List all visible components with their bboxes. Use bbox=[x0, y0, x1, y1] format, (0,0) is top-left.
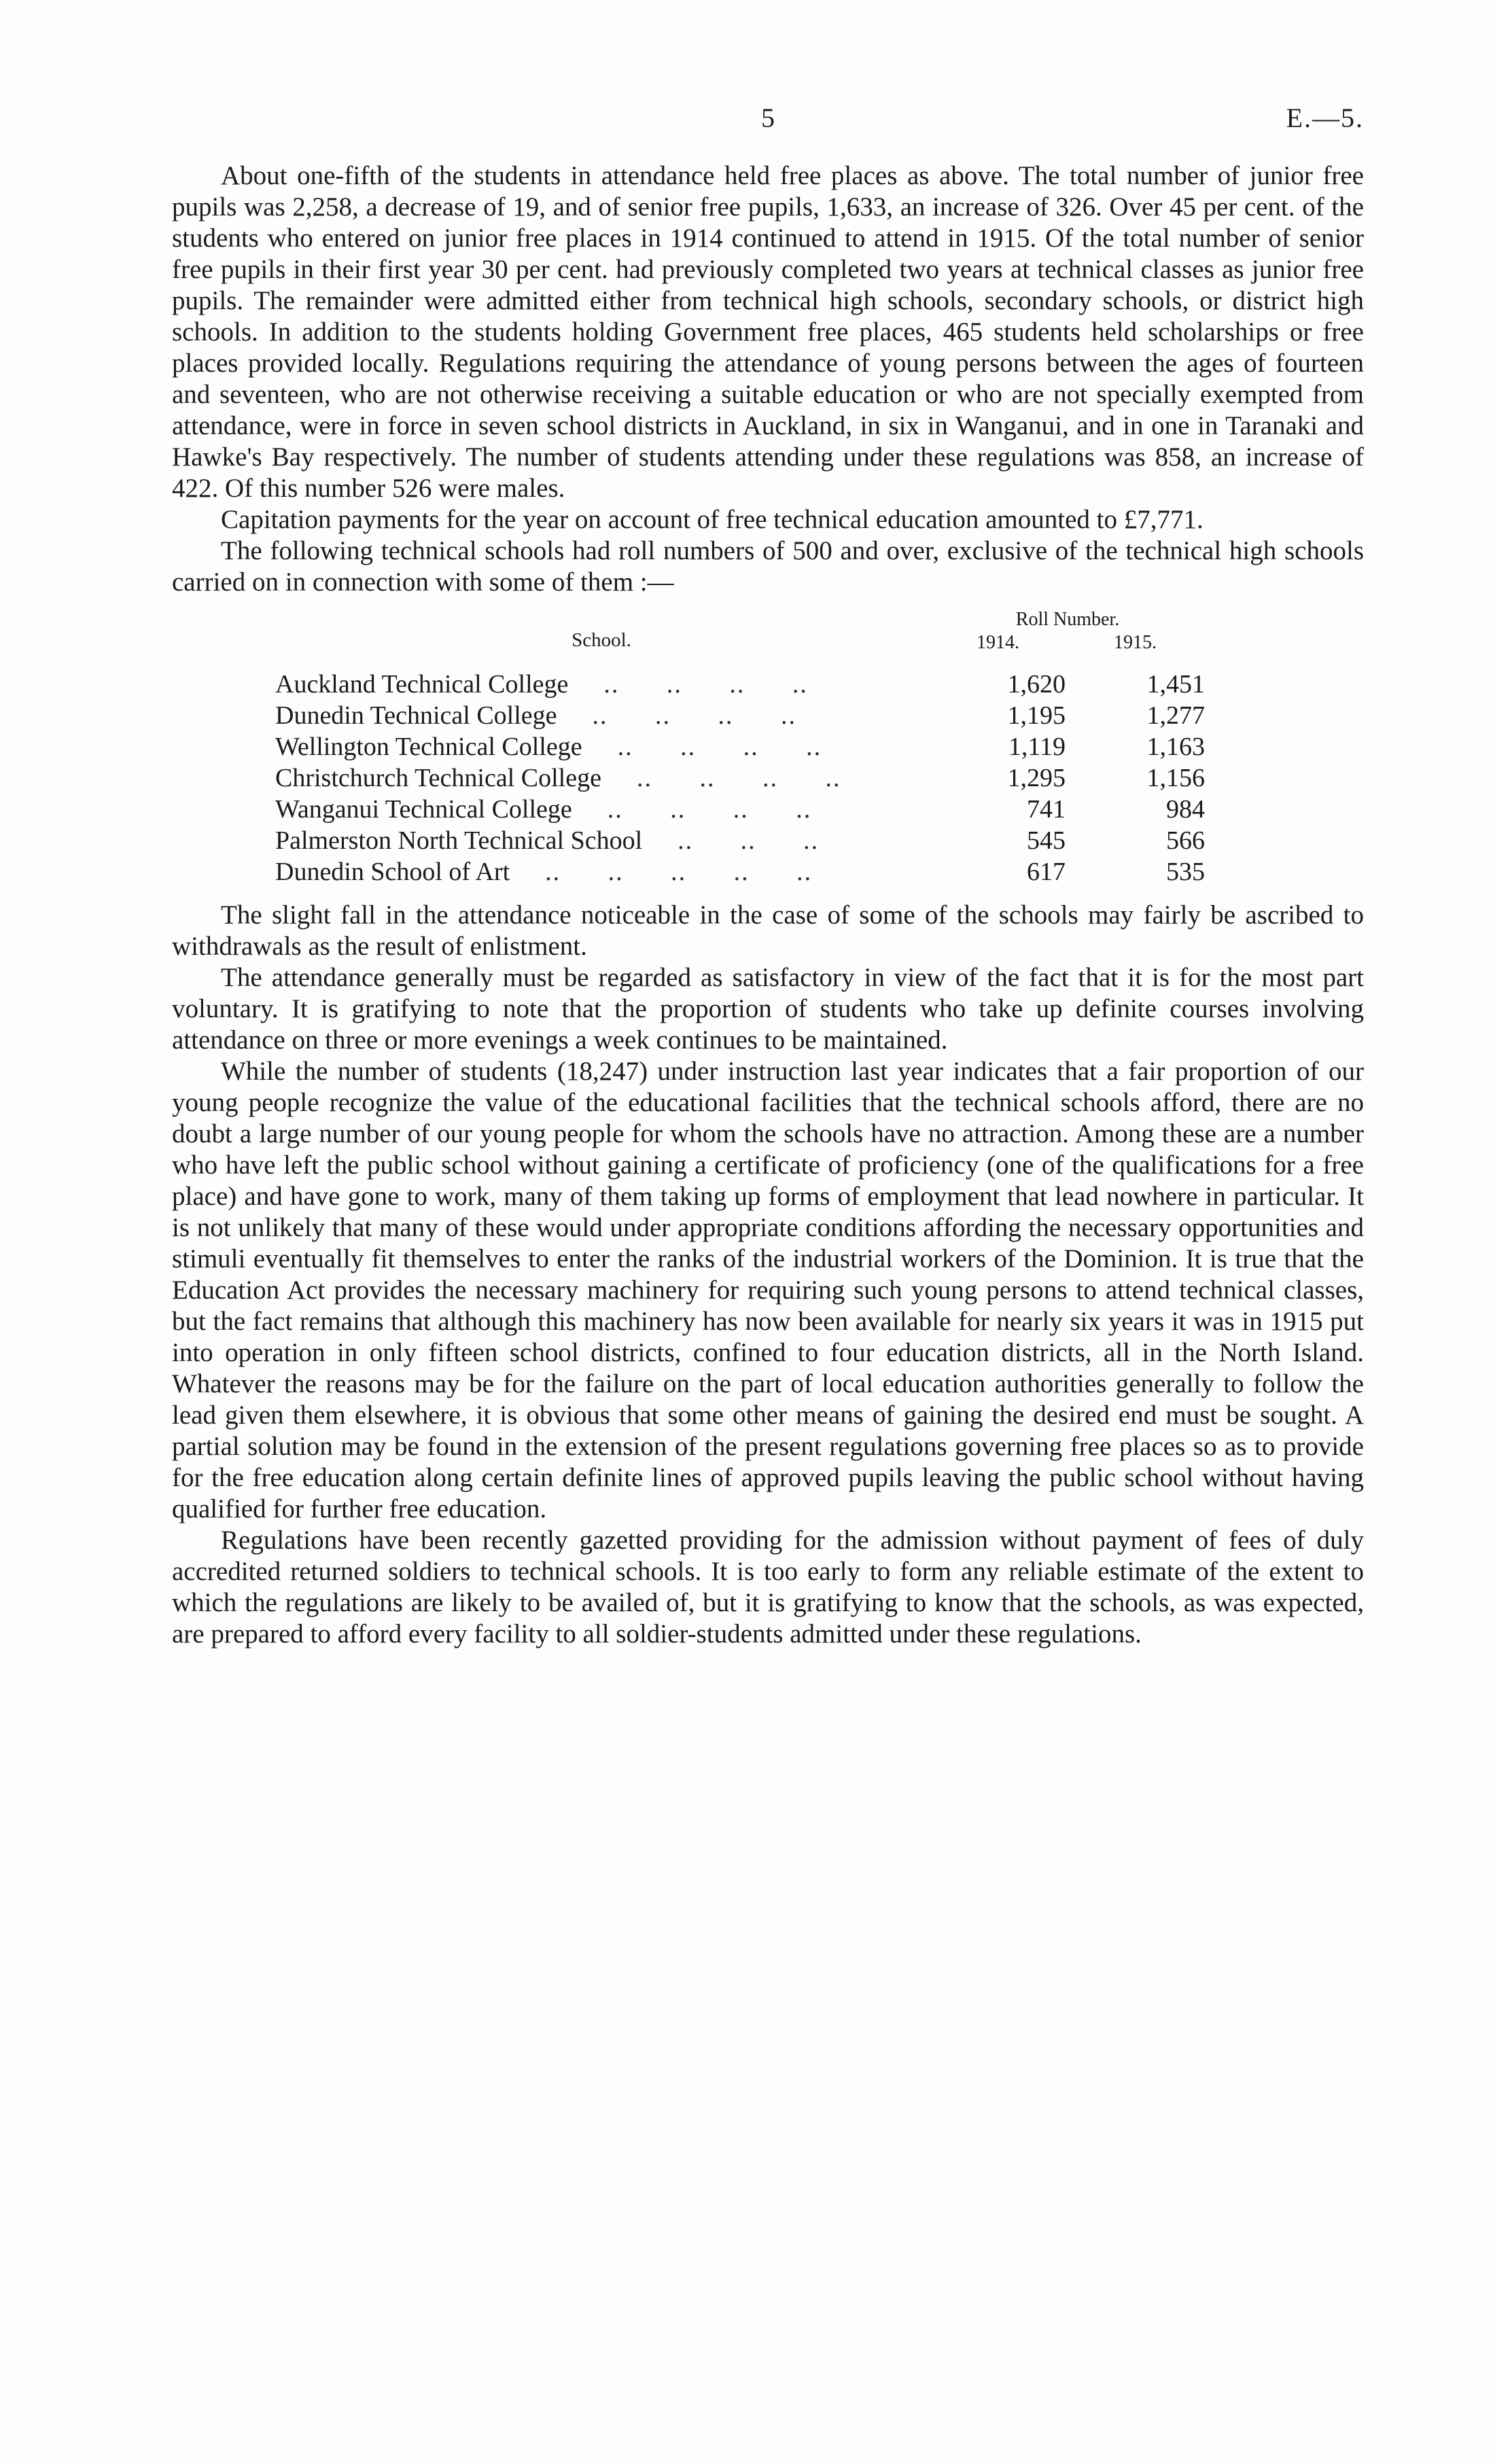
roll-1914-cell: 1,119 bbox=[1008, 733, 1066, 761]
roll-1915-cell: 1,277 bbox=[1146, 701, 1205, 730]
roll-1914-cell: 617 bbox=[1027, 858, 1066, 886]
school-name-cell: Dunedin Technical College bbox=[275, 701, 557, 730]
roll-1914-cell: 1,620 bbox=[1007, 670, 1066, 699]
paragraph-returned-soldiers: Regulations have been recently gazetted providing for the admission without payment of fees of duly accredited returned soldiers to technical schools. It is too early to form any reliable estimate of the extent to which the regulations are likely to be availed of, but it is gratifying to know that the schools, as was expected, are prepared to afford every facility to all soldier-students admitted under these regulations. bbox=[172, 1526, 1364, 1649]
paragraph-attendance-voluntary: The attendance generally must be regarded as satisfactory in view of the fact that it is for the most part voluntary. It is gratifying to note that the proportion of students who take up definite courses involving attendance on three or more evenings a week continues to be maintained. bbox=[172, 963, 1364, 1055]
school-name-cell: Dunedin School of Art bbox=[275, 858, 510, 886]
roll-1914-cell: 1,295 bbox=[1007, 764, 1066, 792]
roll-1914-cell: 1,195 bbox=[1007, 701, 1066, 730]
roll-1915-cell: 1,451 bbox=[1146, 670, 1205, 699]
table-header-1915: 1915. bbox=[1114, 632, 1157, 653]
table-header-years bbox=[930, 632, 1205, 654]
dot-leader: .. .. .. .. bbox=[607, 795, 812, 824]
paragraph-students-under-instruction: While the number of students (18,247) under instruction last year indicates that a fair proportion of our young people recognize the value of the educational facilities that the technical schools afford, there are no doubt a large number of our young people for whom the schools have no attraction. Among these are a number who have left the public school without gaining a certificate of proficiency (one of the qualifications for a free place) and have gone to work, many of them taking up forms of employment that lead nowhere in particular. It is not unlikely that many of these would under appropriate conditions affording the necessary opportunities and stimuli eventually fit themselves to enter the ranks of the industrial workers of the Dominion. It is true that the Education Act provides the necessary machinery for requiring such young persons to attend technical classes, but the fact remains that although this machinery has now been available for nearly six years it was in 1915 put into operation in only fifteen school districts, confined to four education districts, all in the North Island. Whatever the reasons may be for the failure on the part of local education authorities generally to follow the lead given them elsewhere, it is obvious that some other means of gaining the desired end must be sought. A partial solution may be found in the extension of the present regulations governing free places so as to provide for the free education along certain definite lines of approved pupils leaving the public school without having qualified for further free education. bbox=[172, 1057, 1364, 1524]
paragraph-roll-numbers-intro: The following technical schools had roll numbers of 500 and over, exclusive of the technical high schools carried on in connection with some of them :— bbox=[172, 536, 1364, 597]
dot-leader: .. .. .. .. .. bbox=[545, 858, 813, 886]
dot-leader: .. .. .. .. bbox=[617, 733, 822, 761]
roll-1914-cell: 741 bbox=[1027, 795, 1066, 824]
table-row bbox=[275, 762, 1205, 794]
roll-1915-cell: 1,156 bbox=[1146, 764, 1205, 792]
table-row bbox=[275, 794, 1205, 825]
roll-1914-cell: 545 bbox=[1027, 826, 1066, 855]
roll-1915-cell: 535 bbox=[1166, 858, 1205, 886]
paragraph-attendance-fall: The slight fall in the attendance noticeable in the case of some of the schools may fairly be ascribed to withdrawals as the result of enlistment. bbox=[172, 900, 1364, 961]
paragraph-free-places: About one-fifth of the students in attendance held free places as above. The total number of junior free pupils was 2,258, a decrease of 19, and of senior free pupils, 1,633, an increase of 326. Over 45 per cent. of the students who entered on junior free places in 1914 continued to attend in 1915. Of the total number of senior free pupils in their first year 30 per cent. had previously completed two years at technical classes as junior free pupils. The remainder were admitted either from technical high schools, secondary schools, or district high schools. In addition to the students holding Government free places, 465 students held scholarships or free places provided locally. Regulations requiring the attendance of young persons between the ages of fourteen and seventeen, who are not otherwise receiving a suitable education or who are not specially exempted from attendance, were in force in seven school districts in Auckland, in six in Wanganui, and in one in Taranaki and Hawke's Bay respectively. The number of students attending under these regulations was 858, an increase of 422. Of this number 526 were males. bbox=[172, 161, 1364, 503]
school-name-cell: Christchurch Technical College bbox=[275, 764, 601, 792]
roll-1915-cell: 984 bbox=[1166, 795, 1205, 824]
school-name-cell: Wellington Technical College bbox=[275, 733, 582, 761]
roll-number-table bbox=[275, 609, 1205, 887]
table-header-roll-label: Roll Number. bbox=[1015, 609, 1120, 630]
school-name-cell: Wanganui Technical College bbox=[275, 795, 572, 824]
table-row bbox=[275, 731, 1205, 762]
table-header-roll-number bbox=[930, 609, 1205, 654]
roll-1915-cell: 1,163 bbox=[1146, 733, 1205, 761]
roll-1915-cell: 566 bbox=[1166, 826, 1205, 855]
table-row bbox=[275, 669, 1205, 700]
dot-leader: .. .. .. .. bbox=[636, 764, 841, 792]
page-number: 5 bbox=[761, 103, 775, 133]
page-content bbox=[172, 160, 1364, 1650]
document-reference: E.—5. bbox=[1286, 103, 1364, 133]
dot-leader: .. .. .. .. bbox=[592, 701, 797, 730]
table-row bbox=[275, 700, 1205, 731]
table-row bbox=[275, 856, 1205, 887]
dot-leader: .. .. .. bbox=[678, 826, 820, 855]
school-name-cell: Palmerston North Technical School bbox=[275, 826, 643, 855]
school-name-cell: Auckland Technical College bbox=[275, 670, 569, 699]
paragraph-capitation-payments: Capitation payments for the year on account of free technical education amounted to £7,771. bbox=[221, 505, 1204, 534]
table-header-school: School. bbox=[572, 629, 631, 651]
dot-leader: .. .. .. .. bbox=[603, 670, 808, 699]
page-header bbox=[172, 102, 1364, 137]
table-row bbox=[275, 825, 1205, 856]
table-header-1914: 1914. bbox=[977, 632, 1019, 653]
